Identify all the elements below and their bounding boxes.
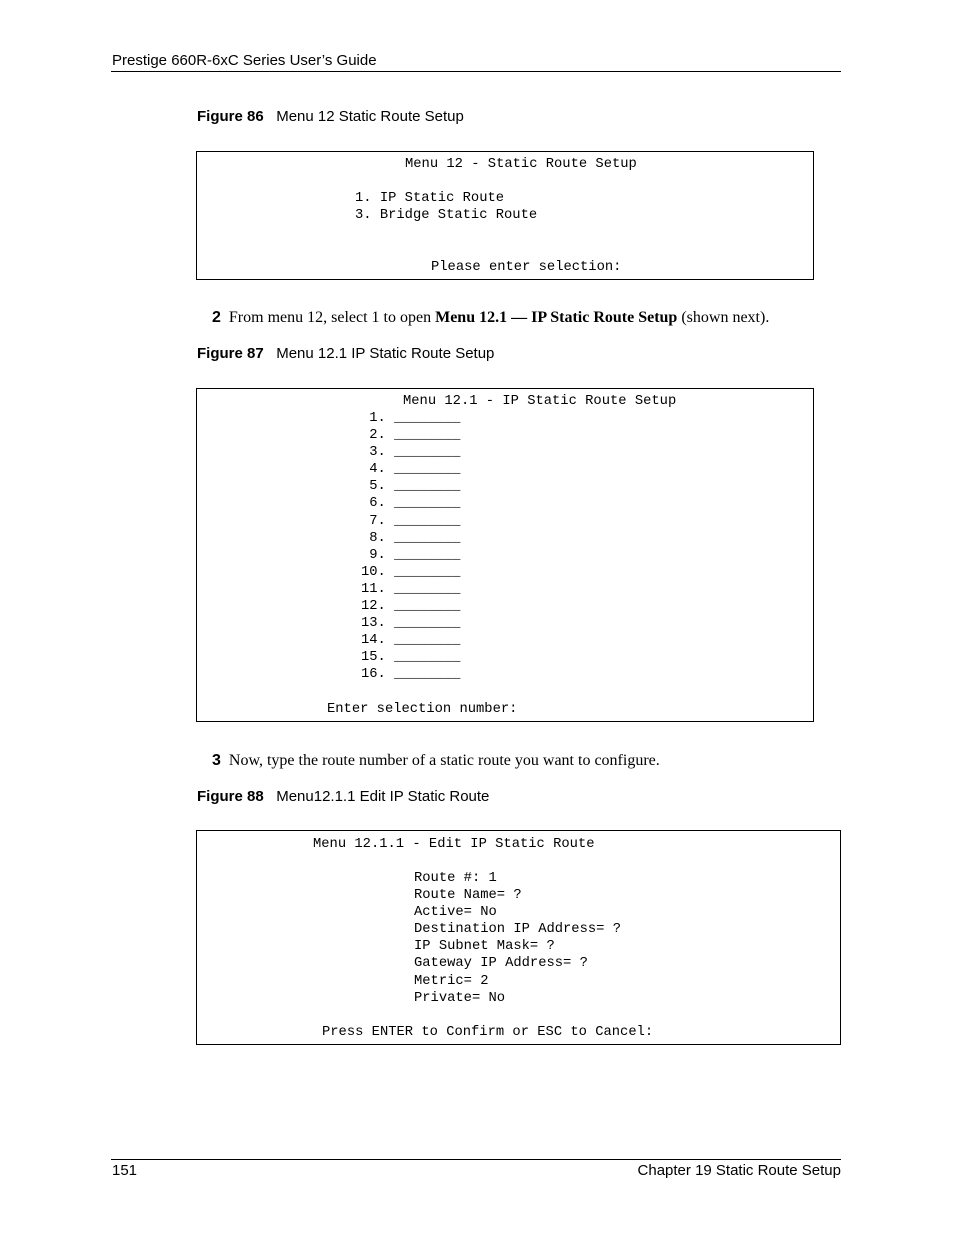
route-entry: 15. ________ xyxy=(361,650,461,666)
menu-12-items xyxy=(355,190,537,224)
figure-87-caption xyxy=(197,345,494,362)
menu-item: 3. Bridge Static Route xyxy=(355,208,538,224)
figure-86-caption xyxy=(197,108,464,125)
route-entry: 14. ________ xyxy=(361,633,461,649)
route-entry: 12. ________ xyxy=(361,599,461,615)
route-field: Route Name= ? xyxy=(414,888,522,904)
figure-88-caption xyxy=(197,788,489,805)
menu-12-1-prompt: Enter selection number: xyxy=(327,702,518,717)
route-entry: 16. ________ xyxy=(361,667,461,683)
route-field: Active= No xyxy=(414,905,497,921)
figure-88-screen xyxy=(196,830,841,1045)
figure-87-label: Figure 87 xyxy=(197,345,264,362)
chapter-title: Chapter 19 Static Route Setup xyxy=(637,1162,841,1179)
step-2 xyxy=(212,309,769,327)
page-header-title: Prestige 660R-6xC Series User’s Guide xyxy=(112,52,377,69)
menu-12-prompt: Please enter selection: xyxy=(431,260,622,275)
menu-item: 1. IP Static Route xyxy=(355,191,505,206)
route-entry: 1. ________ xyxy=(361,411,461,426)
route-field: Gateway IP Address= ? xyxy=(414,956,588,972)
route-list xyxy=(361,410,460,684)
route-entry: 5. ________ xyxy=(361,479,461,495)
step-3 xyxy=(212,752,660,770)
route-entry: 2. ________ xyxy=(361,428,461,444)
menu-12-1-1-title: Menu 12.1.1 - Edit IP Static Route xyxy=(313,837,595,852)
figure-86-label: Figure 86 xyxy=(197,108,264,125)
route-entry: 3. ________ xyxy=(361,445,461,461)
route-field: Private= No xyxy=(414,990,506,1006)
step-2-menu-name: Menu 12.1 — IP Static Route Setup xyxy=(435,309,678,326)
route-entry: 4. ________ xyxy=(361,462,461,478)
route-entry: 9. ________ xyxy=(361,547,461,563)
step-3-text: Now, type the route number of a static route you want to configure. xyxy=(228,752,660,769)
route-field: Destination IP Address= ? xyxy=(414,922,621,938)
figure-88-title: Menu12.1.1 Edit IP Static Route xyxy=(276,788,490,805)
footer-rule xyxy=(111,1159,841,1160)
figure-86-title: Menu 12 Static Route Setup xyxy=(276,108,464,125)
figure-88-label: Figure 88 xyxy=(197,788,264,805)
route-entry: 11. ________ xyxy=(361,581,461,597)
page-number: 151 xyxy=(112,1162,138,1179)
route-field: Metric= 2 xyxy=(414,973,489,989)
route-fields xyxy=(414,870,621,1007)
route-entry: 6. ________ xyxy=(361,496,461,512)
figure-87-title: Menu 12.1 IP Static Route Setup xyxy=(276,345,495,362)
route-entry: 13. ________ xyxy=(361,616,461,632)
figure-86-screen xyxy=(196,151,814,280)
menu-12-1-title: Menu 12.1 - IP Static Route Setup xyxy=(403,394,677,409)
step-2-number: 2 xyxy=(212,309,221,326)
step-3-number: 3 xyxy=(212,752,221,769)
route-field: IP Subnet Mask= ? xyxy=(414,939,555,955)
header-rule xyxy=(111,71,841,72)
menu-12-1-1-prompt: Press ENTER to Confirm or ESC to Cancel: xyxy=(322,1025,654,1040)
menu-12-title: Menu 12 - Static Route Setup xyxy=(405,157,637,172)
route-entry: 8. ________ xyxy=(361,530,461,546)
route-entry: 10. ________ xyxy=(361,564,461,580)
figure-87-screen xyxy=(196,388,814,722)
step-2-text-pre: From menu 12, select 1 to open xyxy=(228,309,436,326)
step-2-text-post: (shown next). xyxy=(677,309,770,326)
route-entry: 7. ________ xyxy=(361,513,461,529)
route-field: Route #: 1 xyxy=(414,871,497,886)
